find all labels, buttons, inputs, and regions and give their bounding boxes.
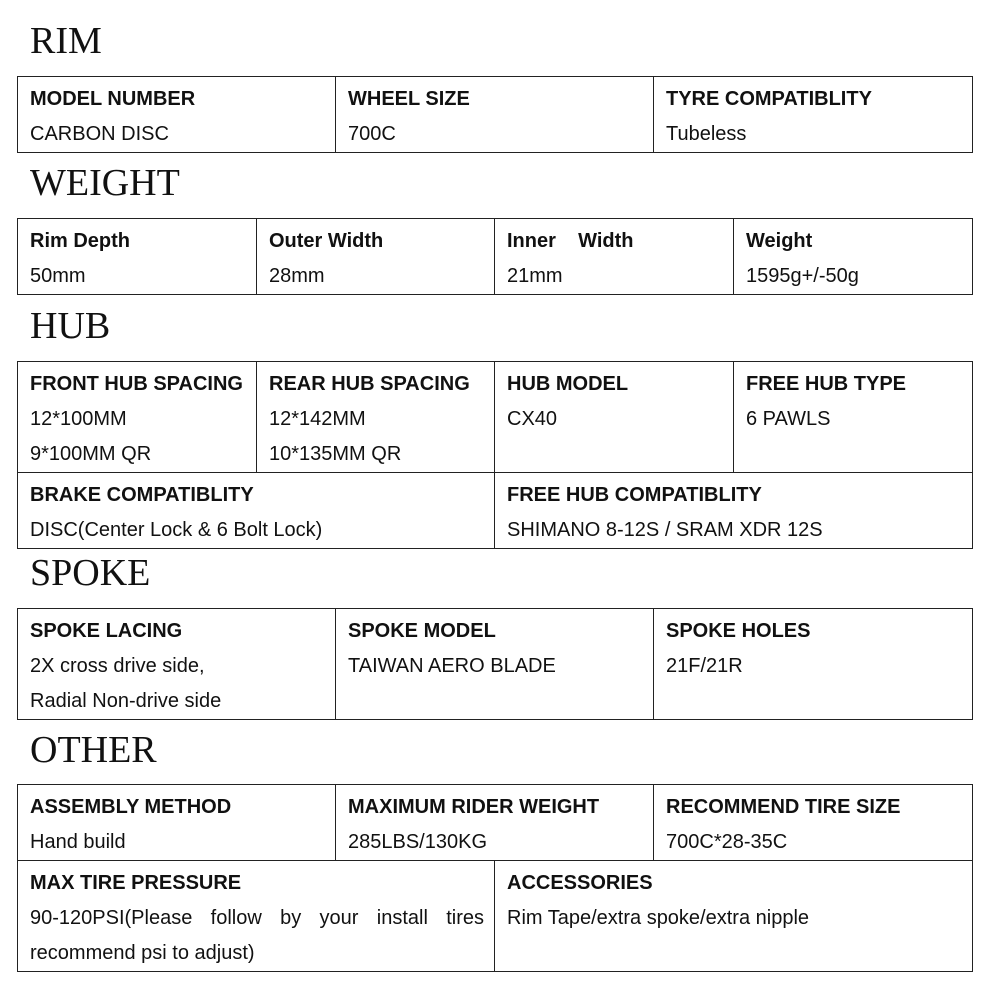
spec-cell-front-hub-spacing [18, 362, 257, 473]
other-spec-table [17, 784, 973, 972]
spec-value: 6 PAWLS [746, 408, 831, 430]
spec-label: FREE HUB COMPATIBLITY [507, 484, 762, 506]
spec-cell-spoke-model [336, 609, 654, 720]
spec-label: WHEEL SIZE [348, 88, 470, 110]
section-title-rim: RIM [30, 20, 102, 62]
table-row [18, 861, 973, 972]
spec-value: 1595g+/-50g [746, 265, 859, 287]
spec-value: 700C*28-35C [666, 831, 788, 853]
spec-cell-rim-depth [18, 219, 257, 295]
spec-value: DISC(Center Lock & 6 Bolt Lock) [30, 519, 323, 541]
spec-value: TAIWAN AERO BLADE [348, 655, 556, 677]
spec-cell-model-number [18, 77, 336, 153]
spec-cell-free-hub-compatibility [495, 473, 973, 549]
section-title-weight: WEIGHT [30, 162, 180, 204]
spec-label: SPOKE HOLES [666, 620, 811, 642]
spec-label: TYRE COMPATIBLITY [666, 88, 872, 110]
spec-cell-brake-compatibility [18, 473, 495, 549]
spec-label: SPOKE MODEL [348, 620, 496, 642]
spec-cell-tyre-compatibility [654, 77, 973, 153]
spec-cell-inner-width [495, 219, 734, 295]
spec-cell-free-hub-type [734, 362, 973, 473]
spec-label: FRONT HUB SPACING [30, 373, 243, 395]
spec-value: CARBON DISC [30, 123, 169, 145]
spec-value: 28mm [269, 265, 325, 287]
spec-cell-assembly-method [18, 785, 336, 861]
spec-value: 700C [348, 123, 396, 145]
spec-label: ACCESSORIES [507, 872, 653, 894]
spec-label: MAXIMUM RIDER WEIGHT [348, 796, 600, 818]
spec-label: MODEL NUMBER [30, 88, 196, 110]
spec-label: Weight [746, 230, 813, 252]
spec-cell-spoke-lacing [18, 609, 336, 720]
spec-label: ASSEMBLY METHOD [30, 796, 232, 818]
spoke-spec-table [17, 608, 973, 720]
spec-value: SHIMANO 8-12S / SRAM XDR 12S [507, 519, 823, 541]
spec-label: BRAKE COMPATIBLITY [30, 484, 254, 506]
spec-value: 50mm [30, 265, 86, 287]
spec-cell-weight [734, 219, 973, 295]
spec-value: Rim Tape/extra spoke/extra nipple [507, 907, 810, 929]
section-title-hub: HUB [30, 305, 111, 347]
spec-cell-hub-model [495, 362, 734, 473]
spec-cell-recommend-tire-size [654, 785, 973, 861]
spec-value: 285LBS/130KG [348, 831, 487, 853]
spec-cell-accessories [495, 861, 973, 972]
spec-cell-wheel-size [336, 77, 654, 153]
section-title-other: OTHER [30, 729, 157, 771]
table-row [18, 609, 973, 720]
spec-value: 21mm [507, 265, 563, 287]
hub-spec-table [17, 361, 973, 549]
spec-value: CX40 [507, 408, 558, 430]
spec-label: SPOKE LACING [30, 620, 183, 642]
spec-value: 90-120PSI(Please follow by your install tires recommend psi to adjust) [30, 907, 484, 964]
spec-value: Tubeless [666, 123, 747, 145]
spec-label: Inner Width [507, 230, 634, 252]
spec-label: Outer Width [269, 230, 384, 252]
spec-cell-spoke-holes [654, 609, 973, 720]
table-row [18, 77, 973, 153]
spec-value: 21F/21R [666, 655, 743, 677]
spec-value: Hand build [30, 831, 126, 853]
spec-cell-outer-width [257, 219, 495, 295]
table-row [18, 785, 973, 861]
spec-label: Rim Depth [30, 230, 130, 252]
table-row [18, 219, 973, 295]
table-row [18, 362, 973, 473]
spec-cell-rear-hub-spacing [257, 362, 495, 473]
rim-spec-table [17, 76, 973, 153]
spec-label: FREE HUB TYPE [746, 373, 907, 395]
spec-label: MAX TIRE PRESSURE [30, 872, 242, 894]
spec-value: 12*100MM 9*100MM QR [30, 408, 152, 465]
spec-label: HUB MODEL [507, 373, 629, 395]
spec-cell-max-tire-pressure [18, 861, 495, 972]
weight-spec-table [17, 218, 973, 295]
spec-value: 2X cross drive side, Radial Non-drive side [30, 655, 222, 712]
spec-label: REAR HUB SPACING [269, 373, 470, 395]
spec-cell-maximum-rider-weight [336, 785, 654, 861]
spec-value: 12*142MM 10*135MM QR [269, 408, 402, 465]
section-title-spoke: SPOKE [30, 552, 151, 594]
spec-label: RECOMMEND TIRE SIZE [666, 796, 901, 818]
table-row [18, 473, 973, 549]
